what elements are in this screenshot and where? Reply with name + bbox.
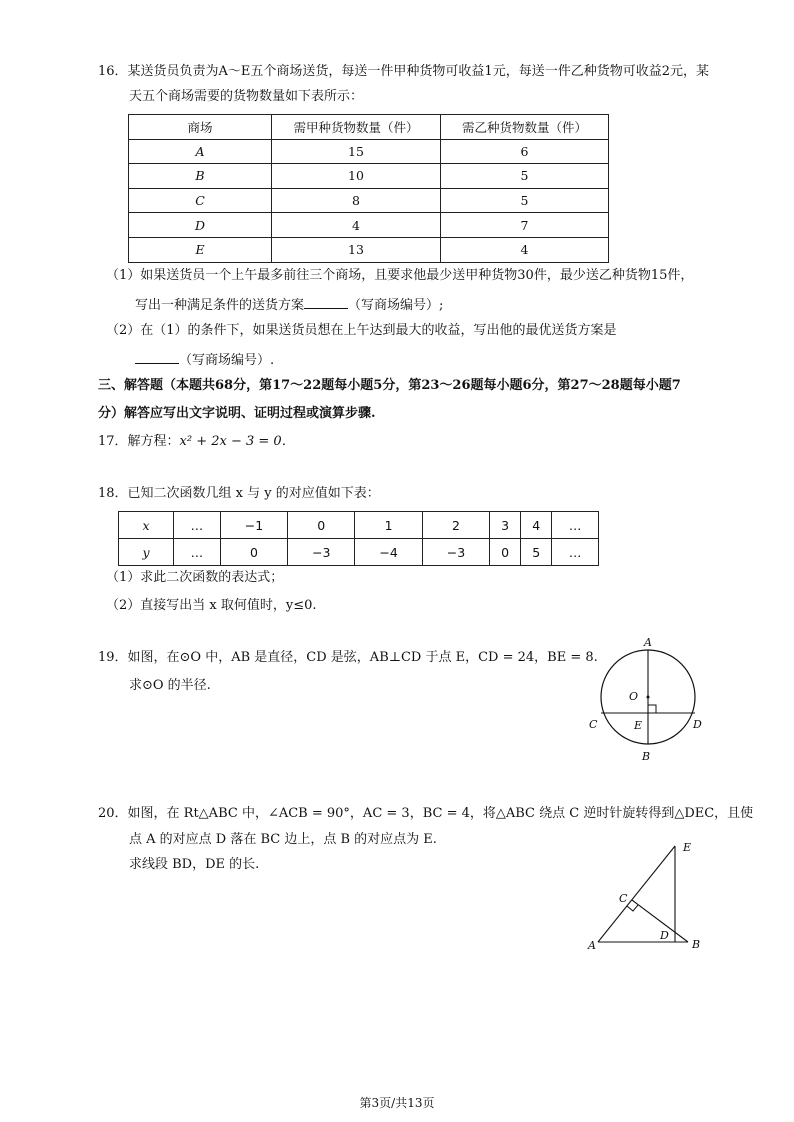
segment-ae	[598, 846, 675, 942]
table-cell: 5	[441, 188, 609, 213]
q16-line2: 天五个商场需要的货物数量如下表所示：	[129, 89, 364, 104]
label-c: C	[589, 718, 598, 731]
label-b: B	[642, 750, 651, 763]
label-a: A	[644, 636, 652, 649]
table-cell: 4	[521, 512, 552, 539]
q18-table	[118, 511, 599, 566]
label-d: D	[693, 718, 702, 731]
table-row-x	[119, 512, 599, 539]
table-cell: …	[174, 512, 221, 539]
table-cell: −4	[355, 539, 422, 566]
table-cell: 1	[355, 512, 422, 539]
table-cell: C	[129, 188, 272, 213]
table-row	[129, 213, 609, 238]
table-row	[129, 188, 609, 213]
table-cell: 0	[220, 539, 287, 566]
label-c: C	[619, 892, 628, 905]
q16-sub2-line1: （2）在（1）的条件下，如果送货员想在上午达到最大的收益，写出他的最优送货方案是	[106, 323, 617, 338]
q17-label: 17．解方程：	[98, 434, 180, 449]
table-cell-x-label: x	[119, 512, 174, 539]
section3-heading-line2: 分）解答应写出文字说明、证明过程或演算步骤.	[98, 406, 376, 421]
table-row	[129, 139, 609, 164]
section3-heading-line1: 三、解答题（本题共68分，第17～22题每小题5分，第23～26题每小题6分，第27～28题每小题7	[98, 378, 681, 393]
table-cell: 5	[441, 164, 609, 189]
table-row	[129, 164, 609, 189]
q16-sub2-note: （写商场编号）.	[179, 353, 275, 368]
label-d: D	[660, 929, 669, 942]
q20-line2: 点 A 的对应点 D 落在 BC 边上，点 B 的对应点为 E.	[129, 832, 437, 847]
table-cell: −1	[220, 512, 287, 539]
table-row	[129, 237, 609, 262]
table-cell: …	[552, 539, 599, 566]
q16-sub1-line2	[135, 294, 443, 316]
table-cell: D	[129, 213, 272, 238]
q18-sub1: （1）求此二次函数的表达式；	[106, 570, 284, 585]
q20-line3: 求线段 BD，DE 的长.	[129, 857, 260, 872]
table-cell: −3	[422, 539, 489, 566]
table-cell: 5	[521, 539, 552, 566]
table-header: 需乙种货物数量（件）	[441, 115, 609, 140]
table-cell: 2	[422, 512, 489, 539]
q20-line1: 20．如图，在 Rt△ABC 中，∠ACB = 90°，AC = 3，BC = 4，将△ABC 绕点 C 逆时针旋转得到△DEC，且使	[98, 806, 754, 821]
q18-sub2: （2）直接写出当 x 取何值时，y≤0.	[106, 598, 317, 613]
q16-sub1-line1: （1）如果送货员一个上午最多前往三个商场，且要求他最少送甲种货物30件，最少送乙种货物15件，	[106, 268, 694, 283]
label-e: E	[634, 719, 643, 732]
q19-figure	[580, 630, 710, 770]
table-cell-y-label: y	[119, 539, 174, 566]
answer-blank[interactable]	[304, 294, 348, 309]
q16-table	[128, 114, 609, 263]
q16-line1: 16．某送货员负责为A～E五个商场送货，每送一件甲种货物可收益1元，每送一件乙种货物可收益2元，某	[98, 64, 709, 79]
table-cell: 7	[441, 213, 609, 238]
table-cell: 3	[490, 512, 521, 539]
q17-equation: x² + 2x − 3 = 0．	[179, 434, 295, 449]
center-point	[647, 696, 650, 699]
q19-line2: 求⊙O 的半径.	[129, 678, 211, 693]
q16-sub2-line2	[135, 349, 274, 371]
table-cell: −3	[288, 539, 355, 566]
q16-sub1-note: （写商场编号）;	[348, 298, 444, 313]
table-header-row	[129, 115, 609, 140]
table-row-y	[119, 539, 599, 566]
answer-blank[interactable]	[135, 349, 179, 364]
q18-intro: 18．已知二次函数几组 x 与 y 的对应值如下表：	[98, 486, 380, 501]
right-angle-mark	[648, 705, 656, 713]
q17	[98, 432, 295, 452]
q16-sub1-text: 写出一种满足条件的送货方案	[135, 298, 305, 313]
label-o: O	[629, 690, 639, 703]
table-cell: 0	[288, 512, 355, 539]
label-e: E	[683, 841, 692, 854]
table-cell: 10	[272, 164, 441, 189]
page-footer: 第3页/共13页	[359, 1096, 435, 1110]
table-cell: 8	[272, 188, 441, 213]
table-cell: 15	[272, 139, 441, 164]
label-b: B	[692, 938, 701, 951]
q19-line1: 19．如图，在⊙O 中，AB 是直径，CD 是弦，AB⊥CD 于点 E，CD = 24，BE = 8.	[98, 650, 598, 665]
q20-figure	[580, 836, 710, 956]
label-a: A	[588, 939, 596, 952]
table-cell: …	[552, 512, 599, 539]
table-header: 需甲种货物数量（件）	[272, 115, 441, 140]
table-cell: 13	[272, 237, 441, 262]
table-header: 商场	[129, 115, 272, 140]
right-angle-mark	[627, 905, 638, 911]
table-cell: 6	[441, 139, 609, 164]
table-cell: E	[129, 237, 272, 262]
table-cell: 4	[272, 213, 441, 238]
table-cell: 0	[490, 539, 521, 566]
table-cell: 4	[441, 237, 609, 262]
table-cell: B	[129, 164, 272, 189]
table-cell: …	[174, 539, 221, 566]
table-cell: A	[129, 139, 272, 164]
